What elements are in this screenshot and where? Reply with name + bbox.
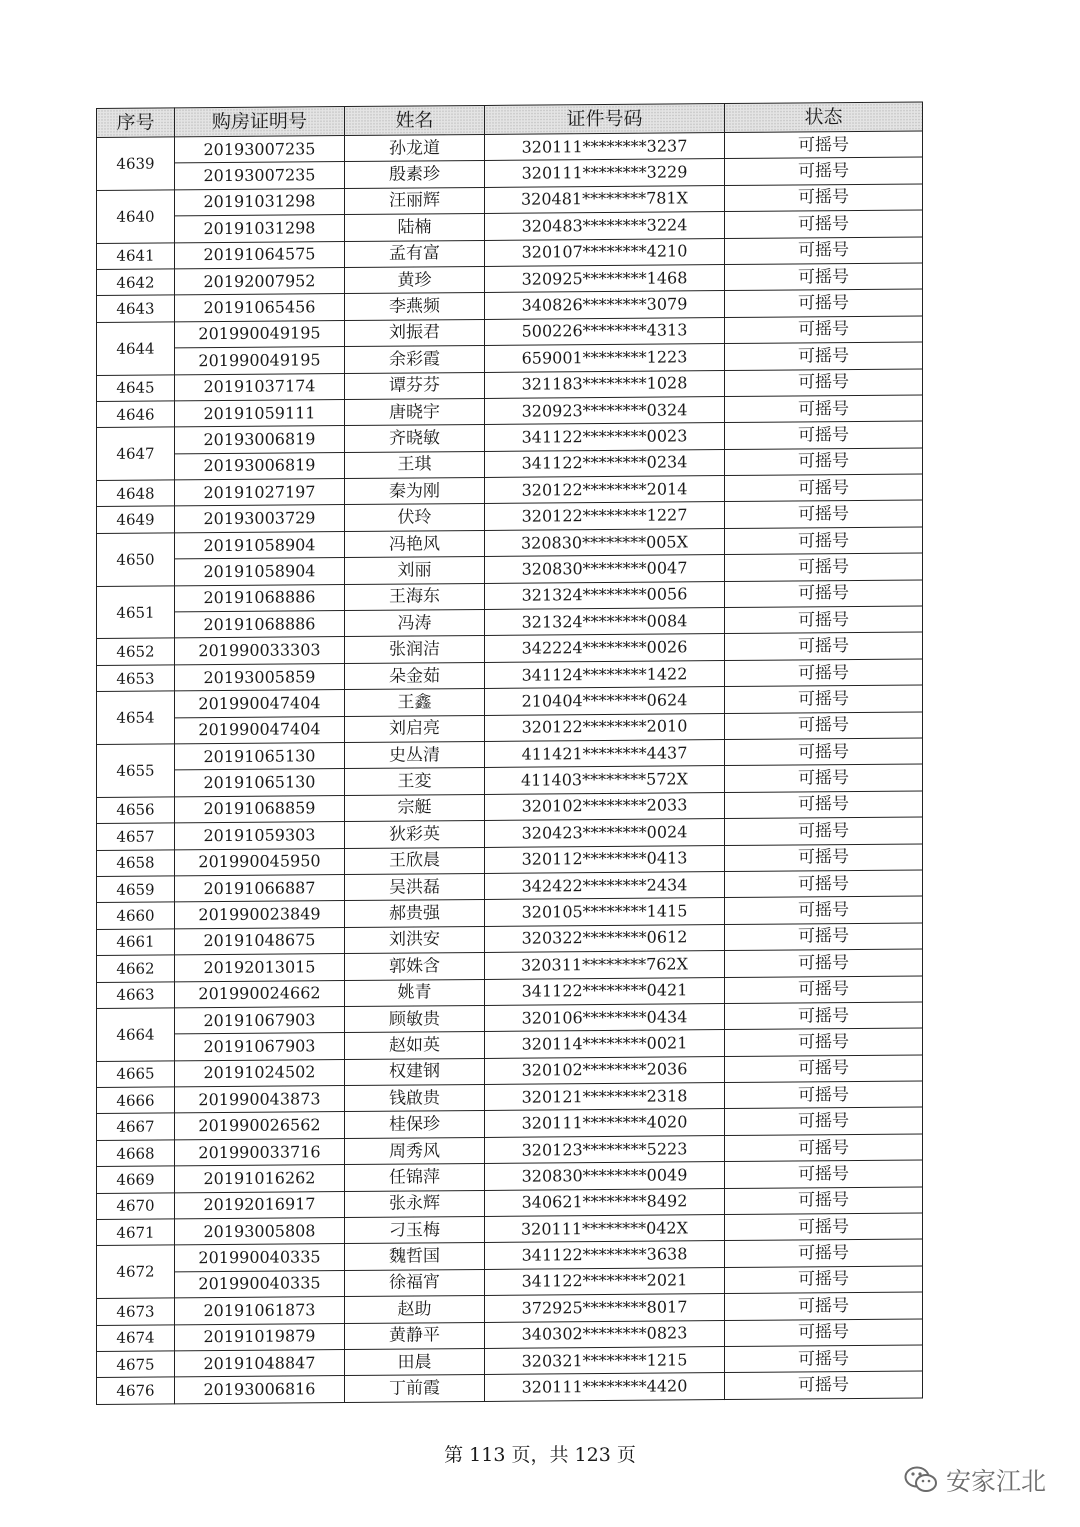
cell-id-number: 320423********0024: [485, 819, 725, 847]
cell-id-number: 342224********0026: [485, 634, 725, 662]
cell-status: 可摇号: [725, 131, 923, 159]
cell-seq: 4659: [97, 876, 175, 903]
cell-status: 可摇号: [725, 1081, 923, 1109]
cell-certificate-no: 201990033303: [175, 637, 345, 665]
cell-name: 张润洁: [345, 636, 485, 663]
cell-status: 可摇号: [725, 1134, 923, 1162]
cell-status: 可摇号: [725, 685, 923, 713]
cell-seq: 4657: [97, 823, 175, 850]
cell-name: 冯涛: [345, 609, 485, 636]
cell-certificate-no: 20191037174: [175, 373, 345, 401]
cell-status: 可摇号: [725, 500, 923, 528]
cell-seq: 4675: [97, 1351, 175, 1378]
cell-name: 王海东: [345, 583, 485, 610]
cell-id-number: 372925********8017: [485, 1294, 725, 1322]
cell-seq: 4673: [97, 1298, 175, 1325]
cell-name: 狄彩英: [345, 821, 485, 848]
cell-status: 可摇号: [725, 369, 923, 397]
cell-certificate-no: 20193003729: [175, 505, 345, 533]
cell-certificate-no: 20192007952: [175, 268, 345, 296]
cell-status: 可摇号: [725, 949, 923, 977]
cell-certificate-no: 20193007235: [175, 162, 345, 190]
cell-certificate-no: 20191019879: [175, 1323, 345, 1351]
cell-id-number: 320102********2033: [485, 792, 725, 820]
cell-status: 可摇号: [725, 1187, 923, 1215]
cell-id-number: 320830********0047: [485, 555, 725, 583]
cell-id-number: 320114********0021: [485, 1030, 725, 1058]
cell-status: 可摇号: [725, 764, 923, 792]
cell-seq: 4649: [97, 506, 175, 533]
cell-id-number: 320481********781X: [485, 185, 725, 213]
cell-seq: 4671: [97, 1219, 175, 1246]
cell-certificate-no: 20191058904: [175, 531, 345, 559]
cell-seq: 4644: [97, 322, 175, 375]
cell-seq: 4654: [97, 691, 175, 744]
cell-id-number: 341124********1422: [485, 660, 725, 688]
cell-certificate-no: 20191016262: [175, 1165, 345, 1193]
cell-status: 可摇号: [725, 1345, 923, 1373]
cell-certificate-no: 20191067903: [175, 1006, 345, 1034]
cell-status: 可摇号: [725, 474, 923, 502]
cell-certificate-no: 20191024502: [175, 1059, 345, 1087]
cell-seq: 4647: [97, 427, 175, 480]
cell-status: 可摇号: [725, 844, 923, 872]
cell-id-number: 320111********3229: [485, 159, 725, 187]
cell-certificate-no: 201990043873: [175, 1086, 345, 1114]
cell-name: 朵金茹: [345, 662, 485, 689]
cell-certificate-no: 20191059303: [175, 822, 345, 850]
cell-certificate-no: 20193006819: [175, 426, 345, 454]
cell-certificate-no: 201990033716: [175, 1138, 345, 1166]
cell-seq: 4653: [97, 665, 175, 692]
cell-certificate-no: 20191027197: [175, 479, 345, 507]
cell-certificate-no: 20192016917: [175, 1191, 345, 1219]
cell-id-number: 210404********0624: [485, 687, 725, 715]
cell-seq: 4665: [97, 1061, 175, 1088]
cell-name: 李燕频: [345, 293, 485, 320]
cell-id-number: 320483********3224: [485, 212, 725, 240]
header-seq: 序号: [97, 108, 175, 138]
cell-id-number: 341122********0421: [485, 977, 725, 1005]
cell-name: 权建钢: [345, 1058, 485, 1085]
cell-id-number: 321324********0056: [485, 581, 725, 609]
cell-seq: 4639: [97, 137, 175, 190]
watermark-text: 安家江北: [945, 1467, 1046, 1496]
cell-id-number: 320102********2036: [485, 1056, 725, 1084]
cell-name: 田晨: [345, 1348, 485, 1375]
cell-name: 刘洪安: [345, 926, 485, 953]
cell-seq: 4667: [97, 1113, 175, 1140]
cell-seq: 4652: [97, 638, 175, 665]
cell-id-number: 340826********3079: [485, 291, 725, 319]
cell-name: 唐晓宇: [345, 398, 485, 425]
cell-status: 可摇号: [725, 237, 923, 265]
header-id-number: 证件号码: [485, 104, 725, 135]
cell-id-number: 320107********4210: [485, 238, 725, 266]
cell-certificate-no: 20191065130: [175, 743, 345, 771]
cell-id-number: 320321********1215: [485, 1347, 725, 1375]
cell-seq: 4676: [97, 1377, 175, 1404]
cell-seq: 4651: [97, 586, 175, 639]
cell-name: 宗艇: [345, 794, 485, 821]
cell-id-number: 320111********3237: [485, 133, 725, 161]
cell-id-number: 341122********3638: [485, 1241, 725, 1269]
cell-name: 周秀风: [345, 1137, 485, 1164]
cell-certificate-no: 20191068886: [175, 584, 345, 612]
cell-status: 可摇号: [725, 712, 923, 740]
cell-id-number: 320122********2014: [485, 476, 725, 504]
cell-id-number: 411403********572X: [485, 766, 725, 794]
cell-id-number: 320925********1468: [485, 265, 725, 293]
cell-certificate-no: 20191066887: [175, 874, 345, 902]
page-number: 第 113 页，共 123 页: [444, 1444, 636, 1466]
cell-seq: 4655: [97, 744, 175, 797]
cell-seq: 4646: [97, 401, 175, 428]
cell-certificate-no: 201990047404: [175, 690, 345, 718]
cell-id-number: 500226********4313: [485, 317, 725, 345]
cell-status: 可摇号: [725, 1292, 923, 1320]
cell-status: 可摇号: [725, 606, 923, 634]
cell-seq: 4643: [97, 295, 175, 322]
cell-status: 可摇号: [725, 976, 923, 1004]
cell-id-number: 320105********1415: [485, 898, 725, 926]
cell-seq: 4666: [97, 1087, 175, 1114]
cell-id-number: 341122********0234: [485, 449, 725, 477]
cell-seq: 4669: [97, 1166, 175, 1193]
cell-certificate-no: 20191068886: [175, 611, 345, 639]
cell-seq: 4656: [97, 797, 175, 824]
cell-name: 谭芬芬: [345, 372, 485, 399]
cell-status: 可摇号: [725, 553, 923, 581]
cell-seq: 4662: [97, 955, 175, 982]
cell-certificate-no: 201990023849: [175, 901, 345, 929]
cell-seq: 4642: [97, 269, 175, 296]
cell-certificate-no: 20191031298: [175, 188, 345, 216]
cell-id-number: 320106********0434: [485, 1003, 725, 1031]
cell-status: 可摇号: [725, 896, 923, 924]
cell-id-number: 411421********4437: [485, 740, 725, 768]
cell-id-number: 340302********0823: [485, 1320, 725, 1348]
cell-certificate-no: 20191065130: [175, 769, 345, 797]
cell-name: 徐福宵: [345, 1269, 485, 1296]
cell-status: 可摇号: [725, 289, 923, 317]
cell-certificate-no: 201990047404: [175, 716, 345, 744]
cell-certificate-no: 20191064575: [175, 241, 345, 269]
cell-certificate-no: 20191059111: [175, 399, 345, 427]
cell-status: 可摇号: [725, 210, 923, 238]
cell-status: 可摇号: [725, 527, 923, 555]
cell-seq: 4661: [97, 929, 175, 956]
cell-name: 张永辉: [345, 1190, 485, 1217]
cell-status: 可摇号: [725, 1239, 923, 1267]
cell-name: 王鑫: [345, 689, 485, 716]
cell-name: 刘丽: [345, 557, 485, 584]
cell-id-number: 320122********1227: [485, 502, 725, 530]
cell-status: 可摇号: [725, 184, 923, 212]
cell-name: 赵助: [345, 1296, 485, 1323]
cell-status: 可摇号: [725, 1266, 923, 1294]
cell-seq: 4670: [97, 1193, 175, 1220]
cell-name: 王琪: [345, 451, 485, 478]
cell-status: 可摇号: [725, 263, 923, 291]
cell-status: 可摇号: [725, 738, 923, 766]
cell-certificate-no: 20191048675: [175, 927, 345, 955]
table-row: [97, 1371, 923, 1404]
cell-certificate-no: 201990049195: [175, 320, 345, 348]
cell-id-number: 321324********0084: [485, 608, 725, 636]
cell-seq: 4664: [97, 1008, 175, 1061]
cell-name: 顾敏贵: [345, 1005, 485, 1032]
cell-status: 可摇号: [725, 923, 923, 951]
cell-seq: 4645: [97, 374, 175, 401]
cell-name: 王欣晨: [345, 847, 485, 874]
cell-name: 刁玉梅: [345, 1216, 485, 1243]
cell-certificate-no: 201990040335: [175, 1270, 345, 1298]
cell-name: 丁前霞: [345, 1375, 485, 1402]
cell-name: 郭姝含: [345, 953, 485, 980]
cell-id-number: 320112********0413: [485, 845, 725, 873]
cell-id-number: 341122********0023: [485, 423, 725, 451]
cell-certificate-no: 20193006819: [175, 452, 345, 480]
cell-certificate-no: 201990024662: [175, 980, 345, 1008]
wechat-icon: [904, 1465, 938, 1495]
cell-seq: 4674: [97, 1324, 175, 1351]
cell-seq: 4668: [97, 1140, 175, 1167]
cell-status: 可摇号: [725, 1028, 923, 1056]
cell-id-number: 320122********2010: [485, 713, 725, 741]
header-status: 状态: [725, 102, 923, 133]
cell-certificate-no: 20191031298: [175, 215, 345, 243]
cell-status: 可摇号: [725, 421, 923, 449]
cell-certificate-no: 20191067903: [175, 1033, 345, 1061]
cell-id-number: 320322********0612: [485, 924, 725, 952]
cell-id-number: 320111********4420: [485, 1373, 725, 1401]
cell-id-number: 320830********0049: [485, 1162, 725, 1190]
cell-name: 汪丽辉: [345, 187, 485, 214]
cell-name: 余彩霞: [345, 346, 485, 373]
cell-name: 任锦萍: [345, 1164, 485, 1191]
cell-certificate-no: 20191058904: [175, 558, 345, 586]
cell-id-number: 341122********2021: [485, 1267, 725, 1295]
cell-status: 可摇号: [725, 316, 923, 344]
cell-id-number: 659001********1223: [485, 344, 725, 372]
cell-name: 史丛清: [345, 741, 485, 768]
cell-id-number: 321183********1028: [485, 370, 725, 398]
cell-seq: 4660: [97, 902, 175, 929]
allocation-table: [96, 102, 923, 1405]
cell-certificate-no: 20193006816: [175, 1376, 345, 1404]
cell-status: 可摇号: [725, 791, 923, 819]
cell-certificate-no: 201990040335: [175, 1244, 345, 1272]
cell-status: 可摇号: [725, 1002, 923, 1030]
cell-seq: 4658: [97, 849, 175, 876]
cell-seq: 4672: [97, 1245, 175, 1298]
cell-id-number: 320121********2318: [485, 1083, 725, 1111]
header-certificate-no: 购房证明号: [175, 107, 345, 137]
cell-name: 秦为刚: [345, 478, 485, 505]
cell-certificate-no: 201990049195: [175, 347, 345, 375]
cell-status: 可摇号: [725, 448, 923, 476]
cell-certificate-no: 20193007235: [175, 136, 345, 164]
cell-status: 可摇号: [725, 395, 923, 423]
cell-certificate-no: 20193005859: [175, 663, 345, 691]
cell-name: 冯艳风: [345, 530, 485, 557]
cell-id-number: 320923********0324: [485, 396, 725, 424]
cell-status: 可摇号: [725, 659, 923, 687]
cell-status: 可摇号: [725, 580, 923, 608]
cell-name: 黄珍: [345, 266, 485, 293]
watermark: [904, 1462, 1046, 1498]
cell-id-number: 342422********2434: [485, 872, 725, 900]
cell-certificate-no: 20191065456: [175, 294, 345, 322]
cell-id-number: 320311********762X: [485, 951, 725, 979]
cell-name: 殷素珍: [345, 161, 485, 188]
cell-certificate-no: 201990045950: [175, 848, 345, 876]
cell-name: 齐晓敏: [345, 425, 485, 452]
cell-name: 郝贵强: [345, 900, 485, 927]
cell-name: 魏哲国: [345, 1243, 485, 1270]
cell-id-number: 320111********4020: [485, 1109, 725, 1137]
cell-id-number: 320123********5223: [485, 1135, 725, 1163]
cell-name: 钱啟贵: [345, 1085, 485, 1112]
cell-status: 可摇号: [725, 342, 923, 370]
cell-status: 可摇号: [725, 817, 923, 845]
cell-name: 桂保珍: [345, 1111, 485, 1138]
cell-certificate-no: 20191068859: [175, 795, 345, 823]
header-name: 姓名: [345, 105, 485, 135]
cell-seq: 4663: [97, 981, 175, 1008]
cell-id-number: 320830********005X: [485, 528, 725, 556]
cell-seq: 4650: [97, 533, 175, 586]
cell-status: 可摇号: [725, 1319, 923, 1347]
cell-name: 刘启亮: [345, 715, 485, 742]
cell-name: 孟有富: [345, 240, 485, 267]
cell-status: 可摇号: [725, 1055, 923, 1083]
cell-certificate-no: 20193005808: [175, 1218, 345, 1246]
cell-status: 可摇号: [725, 632, 923, 660]
cell-status: 可摇号: [725, 157, 923, 185]
cell-status: 可摇号: [725, 1371, 923, 1399]
cell-id-number: 320111********042X: [485, 1215, 725, 1243]
cell-status: 可摇号: [725, 1213, 923, 1241]
cell-status: 可摇号: [725, 1160, 923, 1188]
cell-certificate-no: 20191061873: [175, 1297, 345, 1325]
cell-id-number: 340621********8492: [485, 1188, 725, 1216]
cell-name: 孙龙道: [345, 134, 485, 161]
cell-certificate-no: 201990026562: [175, 1112, 345, 1140]
cell-name: 吴洪磊: [345, 873, 485, 900]
cell-certificate-no: 20191048847: [175, 1350, 345, 1378]
cell-name: 刘振君: [345, 319, 485, 346]
cell-seq: 4648: [97, 480, 175, 507]
cell-certificate-no: 20192013015: [175, 954, 345, 982]
cell-seq: 4641: [97, 242, 175, 269]
cell-name: 陆楠: [345, 214, 485, 241]
cell-name: 伏玲: [345, 504, 485, 531]
cell-name: 黄静平: [345, 1322, 485, 1349]
cell-name: 姚青: [345, 979, 485, 1006]
cell-name: 赵如英: [345, 1032, 485, 1059]
cell-status: 可摇号: [725, 1107, 923, 1135]
table-body: [97, 131, 923, 1404]
cell-seq: 4640: [97, 190, 175, 243]
cell-status: 可摇号: [725, 870, 923, 898]
cell-name: 王変: [345, 768, 485, 795]
